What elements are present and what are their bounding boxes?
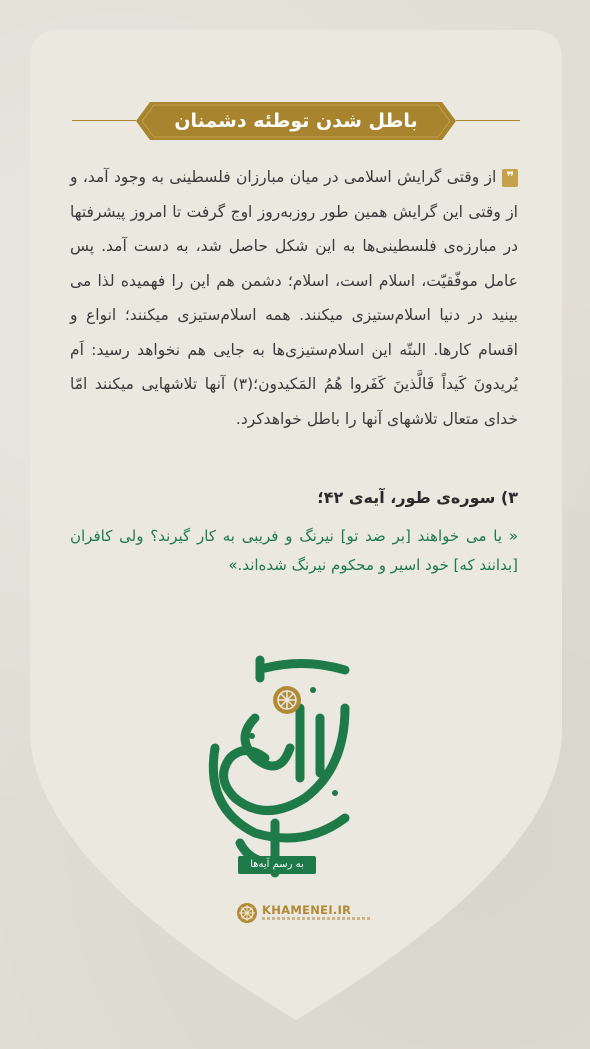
brand-name: KHAMENEI.IR <box>262 903 352 917</box>
quote-icon: ❞ <box>502 169 518 187</box>
brand-mark <box>236 900 376 928</box>
title-divider-left <box>72 120 136 121</box>
title-badge <box>136 102 456 140</box>
quote-paragraph <box>70 160 518 436</box>
page-title: باطل شدن توطئه دشمنان <box>174 110 418 132</box>
khamenei-emblem-icon <box>236 902 258 924</box>
title-divider-right <box>456 120 520 121</box>
reference-text: « یا می خواهند [بر ضد تو] نیرنگ و فریبی به کار گیرند؟ ولی کافران [بدانند که] خود اسیر و محکوم نیرنگ شده‌اند.» <box>70 527 518 574</box>
title-row <box>30 100 562 142</box>
logo-caption: به رسم آیه‌ها <box>238 856 316 874</box>
brand-tagline-decoration <box>262 917 372 920</box>
calligraphy-logo-icon <box>195 648 365 883</box>
reference-title: ۳) سوره‌ی طور، آیه‌ی ۴۲؛ <box>317 488 518 507</box>
quote-body: از وقتی گرایش اسلامی در میان مبارزان فلسطینی به وجود آمد، و از وقتی این گرایش همین طور روزبه‌روز اوج گرفت تا امروز پیشرفتها در مبارزه‌ی فلسطینی‌ها به این شکل حاصل شد، به دست آمد. پس عامل موفّقیّت، اسلام است، اسلام؛ دشمن هم این را فهمیده لذا می بینید در دنیا اسلام‌ستیزی میکنند. همه اسلام‌ستیزی میکنند؛ انواع و اقسام کارها. البتّه این اسلام‌ستیزی‌ها به جایی هم نخواهد رسید: اَم یُریدونَ کَیداً فَالَّذینَ کَفَروا هُمُ المَکیدون؛(۳) آنها تلاشهایی میکنند امّا خدای متعال تلاشهای آنها را باطل خواهدکرد. <box>70 168 518 428</box>
